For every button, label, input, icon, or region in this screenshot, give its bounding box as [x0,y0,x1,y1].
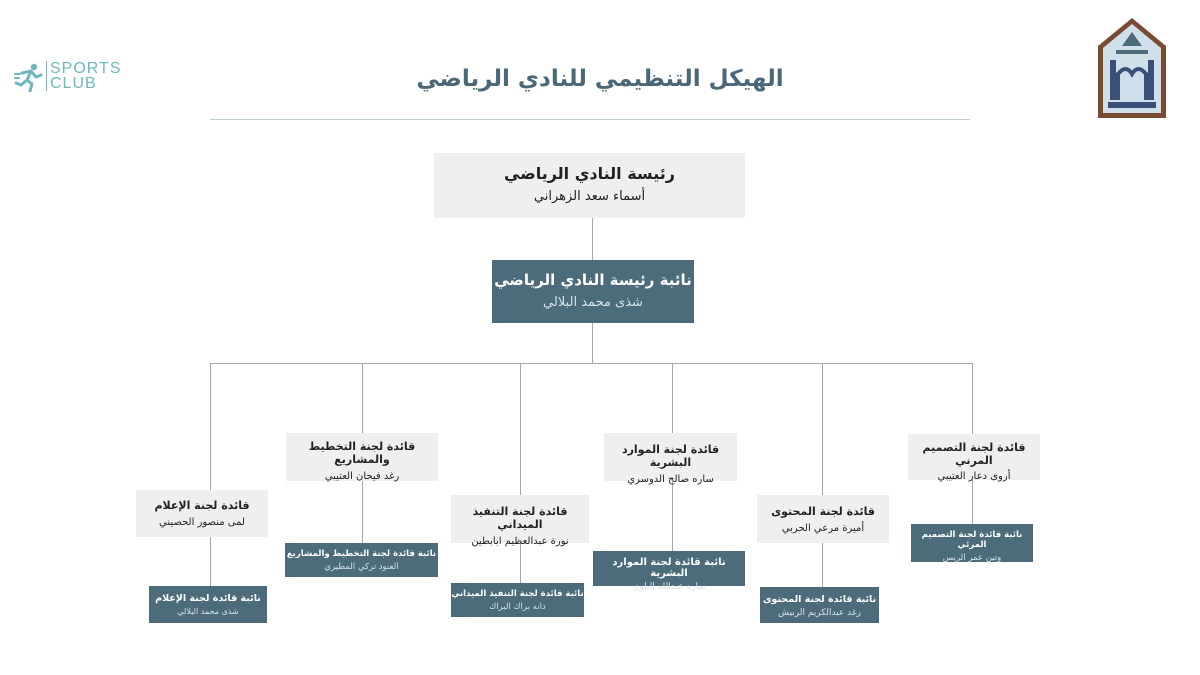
connector-line [592,323,593,363]
president-box[interactable] [434,153,745,218]
leader-name: رغد فيحان العتيبي [324,471,400,482]
president-name: أسماء سعد الزهراني [533,189,646,204]
leader-role: قائدة لجنة التصميم المرني [922,441,1026,467]
connector-line [822,363,823,587]
committee-deputy-box-planning[interactable] [285,543,438,577]
committee-deputy-box-media[interactable] [149,586,267,623]
committee-leader-box-content[interactable] [757,495,889,543]
deputy-name: شذى محمد البلالي [177,607,239,616]
deputy-name: رغد عبدالكريم الربيش [778,608,861,618]
logo-text-sports: SPORTS [50,60,122,77]
leader-role: قائدة لجنة الموارد البشرية [621,443,720,469]
committee-leader-box-visual-design[interactable] [908,434,1040,480]
deputy-name: وتين عمر الريس [942,553,1002,563]
leader-role: قائدة لجنة التنفيذ الميداني [472,505,568,531]
committee-deputy-box-human-resources[interactable] [593,551,745,592]
leader-role: قائدة لجنة التخطيط والمشاريع [308,440,416,466]
committee-leader-box-planning[interactable] [286,433,438,481]
leader-name: لمى منصور الحصيني [159,517,245,528]
running-figure-icon [14,62,44,92]
connector-line [210,363,211,586]
deputy-name: ساره عبدالله البلوي [632,582,706,592]
leader-name: أميرة مرعي الحربي [781,523,865,534]
committee-deputy-box-visual-design[interactable] [911,524,1033,562]
leader-role: قائدة لجنة الإعلام [154,499,250,512]
university-emblem-icon [1096,16,1168,120]
committee-deputy-box-field-execution[interactable] [451,583,584,617]
connector-line [210,363,973,364]
deputy-role: نائبة قائدة لجنة الإعلام [155,593,261,604]
leader-name: ساره صالح الدوسري [627,474,714,485]
committee-leader-box-field-execution[interactable] [451,495,589,547]
president-role: رئيسة النادي الرياضي [504,164,675,183]
vice-president-box[interactable] [492,260,694,323]
connector-line [592,218,593,260]
committee-leader-box-media[interactable] [136,490,268,537]
deputy-role: نائبة قائدة لجنة التخطيط والمشاريع [286,549,437,559]
title-divider [210,119,970,120]
deputy-role: نائبة قائدة لجنة التنفيذ الميداني [451,589,584,599]
deputy-role: نائبة قائدة لجنة المحتوى [762,594,877,605]
vice-president-name: شذى محمد البلالي [543,295,643,310]
deputy-role: نائبة قائدة لجنة التصميم المرئي [921,530,1023,550]
vice-president-role: نائبة رئيسة النادي الرياضي [494,271,692,289]
committee-leader-box-human-resources[interactable] [604,433,737,485]
connector-line [520,363,521,583]
deputy-role: نائبة قائدة لجنة الموارد البشرية [612,557,726,579]
leader-name: أروى دعار العتيبي [937,471,1011,482]
sports-club-logo [14,58,134,98]
deputy-name: دانه براك البراك [489,602,546,612]
logo-text-club: CLUB [50,75,97,92]
deputy-name: العنود تركي المطيري [324,562,399,572]
leader-role: قائدة لجنة المحتوى [771,505,875,518]
page-title: الهيكل التنظيمي للنادي الرياضي [416,66,784,92]
committee-deputy-box-content[interactable] [760,587,879,623]
leader-name: نورة عبدالعظيم ابابطين [471,536,569,547]
